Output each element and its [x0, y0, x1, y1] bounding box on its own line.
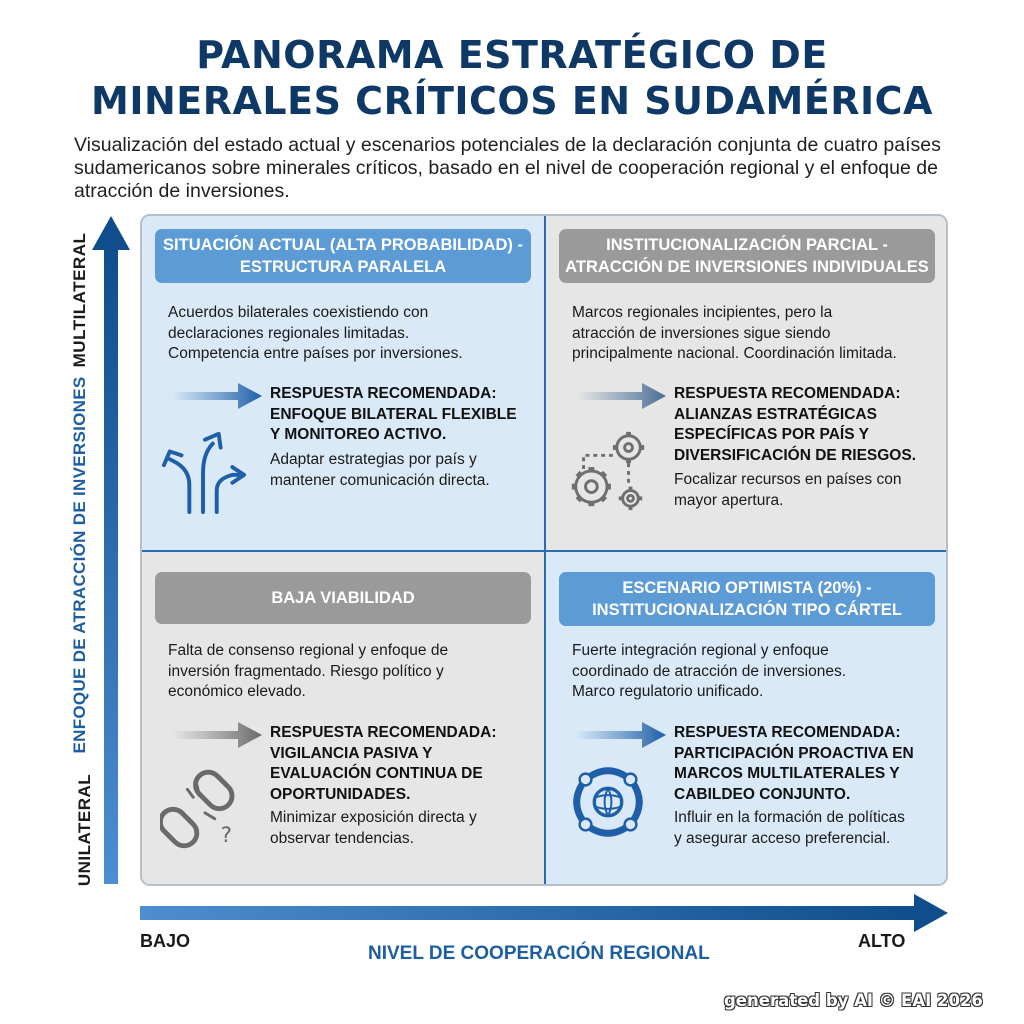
desc-line: Fuerte integración regional y enfoque	[572, 642, 829, 659]
quadrant-header	[155, 572, 531, 624]
desc-line: Marco regulatorio unificado.	[572, 683, 764, 700]
response-note	[674, 808, 944, 849]
svg-text:?: ?	[220, 823, 233, 849]
recommended-response	[270, 384, 540, 446]
note-line: observar tendencias.	[270, 829, 414, 847]
recommended-response	[674, 384, 944, 466]
resp-line: VIGILANCIA PASIVA Y	[270, 744, 433, 762]
quadrant-top-left	[142, 216, 546, 552]
quadrant-bottom-left	[142, 552, 546, 886]
desc-line: Acuerdos bilaterales coexistiendo con	[168, 304, 429, 321]
response-note	[674, 470, 944, 511]
quadrant-header	[155, 229, 531, 283]
resp-line: Y MONITOREO ACTIVO.	[270, 426, 447, 443]
response-note	[270, 450, 540, 491]
note-line: mantener comunicación directa.	[270, 471, 490, 489]
quadrant-header	[559, 229, 935, 283]
resp-line: EVALUACIÓN CONTINUA DE	[270, 765, 483, 782]
gears-icon	[564, 426, 652, 514]
quadrant-bottom-right	[546, 552, 948, 886]
note-line: Influir en la formación de políticas	[674, 809, 905, 826]
header-line: ESCENARIO OPTIMISTA (20%) -	[622, 579, 872, 597]
desc-line: Falta de consenso regional y enfoque de	[168, 642, 449, 659]
x-axis-right-label: ALTO	[858, 931, 906, 951]
y-axis-top-label: MULTILATERAL	[70, 232, 89, 368]
note-line: mayor apertura.	[674, 491, 784, 509]
desc-line: Competencia entre países por inversiones.	[168, 345, 463, 362]
y-axis-bar	[104, 248, 118, 884]
resp-line: ALIANZAS ESTRATÉGICAS	[674, 405, 877, 423]
x-axis-left-label: BAJO	[140, 931, 191, 951]
quadrant-top-right	[546, 216, 948, 552]
arrow-right-icon	[576, 720, 666, 750]
recommended-response	[674, 723, 944, 805]
desc-line: coordinado de atracción de inversiones.	[572, 662, 847, 680]
quadrant-description	[168, 641, 528, 703]
resp-line: RESPUESTA RECOMENDADA:	[674, 724, 901, 741]
resp-line: RESPUESTA RECOMENDADA:	[674, 385, 901, 402]
watermark: generated by AI © EAI 2026	[724, 991, 983, 1010]
desc-line: inversión fragmentado. Riesgo político y	[168, 662, 444, 680]
y-axis-arrowhead	[92, 216, 130, 250]
resp-line: MARCOS MULTILATERALES Y	[674, 765, 900, 782]
x-axis-bar	[140, 906, 918, 920]
desc-line: económico elevado.	[168, 683, 306, 700]
subtitle-line-2: sudamericanos sobre minerales críticos, basado en el nivel de cooperación regional y el enfoque de	[74, 157, 938, 179]
resp-line: CABILDEO CONJUNTO.	[674, 785, 851, 803]
resp-line: OPORTUNIDADES.	[270, 785, 411, 803]
page-subtitle	[74, 134, 964, 203]
arrow-right-icon	[172, 381, 262, 411]
desc-line: declaraciones regionales limitadas.	[168, 324, 410, 342]
subtitle-line-1: Visualización del estado actual y escenarios potenciales de la declaración conjunta de cuatro países	[74, 134, 941, 156]
x-axis-arrowhead	[914, 894, 948, 932]
note-line: Focalizar recursos en países con	[674, 471, 902, 488]
desc-line: principalmente nacional. Coordinación limitada.	[572, 345, 897, 362]
resp-line: RESPUESTA RECOMENDADA:	[270, 724, 497, 741]
quadrant-description	[572, 303, 932, 365]
x-axis-title: NIVEL DE COOPERACIÓN REGIONAL	[368, 943, 710, 964]
quadrant-description	[168, 303, 528, 365]
broken-chain-icon	[160, 764, 248, 852]
note-line: y asegurar acceso preferencial.	[674, 829, 891, 847]
quadrant-header	[559, 572, 935, 626]
title-line-2: MINERALES CRÍTICOS EN SUDAMÉRICA	[91, 79, 933, 123]
quadrant-grid	[140, 214, 948, 886]
y-axis-bottom-label: UNILATERAL	[75, 773, 94, 887]
note-line: Minimizar exposición directa y	[270, 809, 477, 826]
y-axis-title: ENFOQUE DE ATRACCIÓN DE INVERSIONES	[70, 376, 89, 754]
resp-line: ENFOQUE BILATERAL FLEXIBLE	[270, 405, 517, 423]
hands-globe-icon	[564, 758, 652, 846]
resp-line: PARTICIPACIÓN PROACTIVA EN	[674, 744, 914, 762]
resp-line: DIVERSIFICACIÓN DE RIESGOS.	[674, 446, 917, 464]
page-title	[0, 32, 1024, 124]
title-line-1: PANORAMA ESTRATÉGICO DE	[196, 33, 828, 77]
recommended-response	[270, 723, 540, 805]
subtitle-line-3: atracción de inversiones.	[74, 180, 290, 202]
quadrant-description	[572, 641, 932, 703]
header-line: INSTITUCIONALIZACIÓN PARCIAL -	[606, 236, 888, 254]
header-line: INSTITUCIONALIZACIÓN TIPO CÁRTEL	[592, 601, 902, 619]
desc-line: Marcos regionales incipientes, pero la	[572, 304, 833, 321]
header-line: BAJA VIABILIDAD	[271, 589, 415, 607]
arrow-right-icon	[576, 381, 666, 411]
response-note	[270, 808, 540, 849]
arrow-right-icon	[172, 720, 262, 750]
resp-line: RESPUESTA RECOMENDADA:	[270, 385, 497, 402]
note-line: Adaptar estrategias por país y	[270, 451, 477, 468]
desc-line: atracción de inversiones sigue siendo	[572, 324, 831, 342]
resp-line: ESPECÍFICAS POR PAÍS Y	[674, 426, 869, 443]
header-line: SITUACIÓN ACTUAL (ALTA PROBABILIDAD) -	[163, 236, 523, 254]
header-line: ESTRUCTURA PARALELA	[239, 258, 447, 276]
header-line: ATRACCIÓN DE INVERSIONES INDIVIDUALES	[565, 258, 929, 276]
diverging-arrows-icon	[160, 426, 248, 514]
